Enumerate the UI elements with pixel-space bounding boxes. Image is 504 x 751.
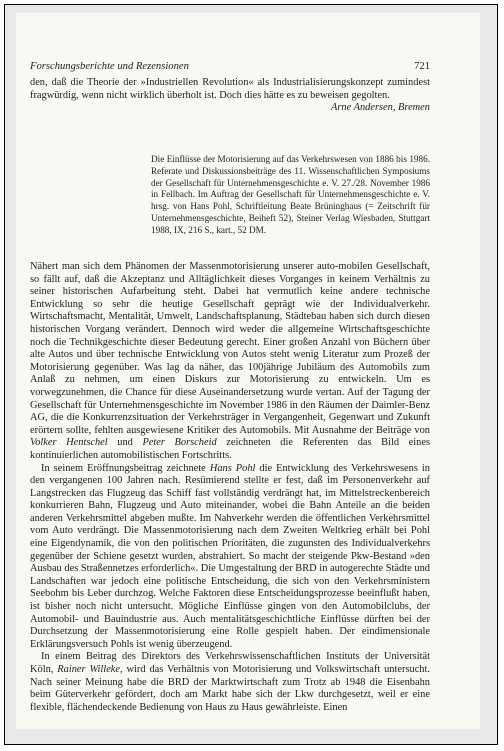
body-text: , wird das Verhältnis von Motorisierung und Volkswirtschaft untersucht. Nach seiner Meinung habe die BRD der Marktwirtschaft zum Trotz ab 1948 die Eisenbahn beim Güterverkehr gefördert, doch am Markt habe sich der Lkw durchgesetzt, weil er eine flexible, flächendeckende Bedienung von Haus zu Haus gewährleiste. Einen [30,664,430,713]
body-text: In seinem Eröffnungsbeitrag zeichnete [41,462,210,474]
body-text: In einem Beitrag des Direktors des Verkehrswissenschaftlichen Instituts der Universität Köln, [30,651,430,675]
body-paragraph-2 [30,463,430,652]
review-body [30,261,430,714]
body-text: und [107,437,143,449]
author-name: Hans Pohl [209,462,256,474]
running-title: Forschungsberichte und Rezensionen [30,61,189,72]
body-text: die Entwicklung des Verkehrswesens in den vergangenen 100 Jahren nach. Resümierend stellte er fest, daß im Personenverkehr auf Langstrecken das Flugzeug das Schiff fast vollständig verdrängt hat, im Mittelstreckenbereich konkurrieren Bahn, Flugzeug und Auto miteinander, wobei die Bahn Anteile an die beiden anderen Verkehrsmittel abgeben mußte. Im Nahverkehr werden die öffentlichen Verkehrsmittel vom Auto verdrängt. Die Massenmotorisierung nach dem Zweiten Weltkrieg erhält bei Pohl eine Eigendynamik, die von den politischen Prioritäten, die zugunsten des Individualverkehrs gegenüber der Schiene gesetzt wurden, abstrahiert. So macht der steigende Pkw-Bestand »den Ausbau des Straßennetzes erforderlich«. Die Umgestaltung der BRD in autogerechte Städte und Landschaften war jedoch eine politische Entscheidung, die sich von den Verkehrsministern Seebohm bis Leber durchzog. Welche Faktoren diese Entscheidungsprozesse beeinflußt haben, ist bisher noch nicht untersucht. Mögliche Einflüsse gingen von den Automobilclubs, der Automobil- und Bauindustrie aus. Auch mentalitätsgeschichtliche Einflüsse dürften bei der Durchsetzung der Massenmotorisierung eine Rolle gespielt haben. Der eindimensionale Erklärungsversuch Pohls ist wenig überzeugend. [30,462,430,650]
bibliographic-entry: Die Einflüsse der Motorisierung auf das Verkehrswesen von 1886 bis 1986. Referate und Diskussionsbeiträge des 11. Wissenschaftlichen Symposiums der Gesellschaft für Unternehmensgeschichte e. V. 27./28. November 1986 in Fellbach. Im Auftrag der Gesellschaft für Unternehmensgeschichte e. V. hrsg. von Hans Pohl, Schriftleitung Beate Brüninghaus (= Zeitschrift für Unternehmensgeschichte, Beiheft 52), Steiner Verlag Wiesbaden, Stuttgart 1988, IX, 216 S., kart., 52 DM. [151,154,430,235]
page-number: 721 [414,61,430,72]
running-header [30,61,430,72]
body-paragraph-1 [30,261,430,463]
author-name: Volker Hentschel [30,437,108,449]
author-name: Rainer Willeke [57,664,121,675]
body-text: zeichneten die Referenten das Bild eines kontinuierlichen automobilistischen Fortschritts. [30,437,431,461]
body-paragraph-3 [30,651,430,714]
author-signature: Arne Andersen, Bremen [331,102,430,114]
author-name: Peter Borscheid [142,437,217,449]
body-text: Nähert man sich dem Phänomen der Massenmotorisierung unserer auto-mobilen Gesellschaft, so fällt auf, daß die Akzeptanz und Alltäglichkeit dieses Vorganges in keinem Verhältnis zu seiner historischen Aufarbeitung steht. Dabei hat vermutlich keine andere technische Entwicklung so sehr die heutige Gesellschaft geprägt wie der Individualverkehr. Wirtschaftsmacht, Mentalität, Umwelt, Landschaftsplanung, Städtebau haben sich durch diesen historischen Vorgang verändert. Dennoch wird weder die allgemeine Wirtschaftsgeschichte noch die Technikgeschichte dieser Bedeutung gerecht. Einer großen Anzahl von Büchern über alte Autos und über technische Entwicklung von Autos steht wenig Literatur zum Prozeß der Motorisierung gegenüber. Was lag da näher, das 100jährige Jubiläum des Automobils zum Anlaß zu nehmen, um einen Diskurs zur Motorisierung zu entwickeln. Um es vorwegzunehmen, die Chance für diese Auseinandersetzung wurde vertan. Auf der Tagung der Gesellschaft für Unternehmensgeschichte im November 1986 in den Räumen der Daimler-Benz AG, die die Konkurrenzsituation der Verkehrsträger in Vergangenheit, Gegenwart und Zukunft erörtern sollte, fehlten ausgewiesene Kritiker des Automobils. Mit Ausnahme der Beiträge von [30,261,430,436]
intro-paragraph [30,77,430,114]
intro-text: den, daß die Theorie der »Industriellen Revolution« als Industrialisierungskonzept zumindest fragwürdig, wenn nicht wirklich überholt ist. Doch dies hätte es zu beweisen gegolten. [30,77,430,101]
